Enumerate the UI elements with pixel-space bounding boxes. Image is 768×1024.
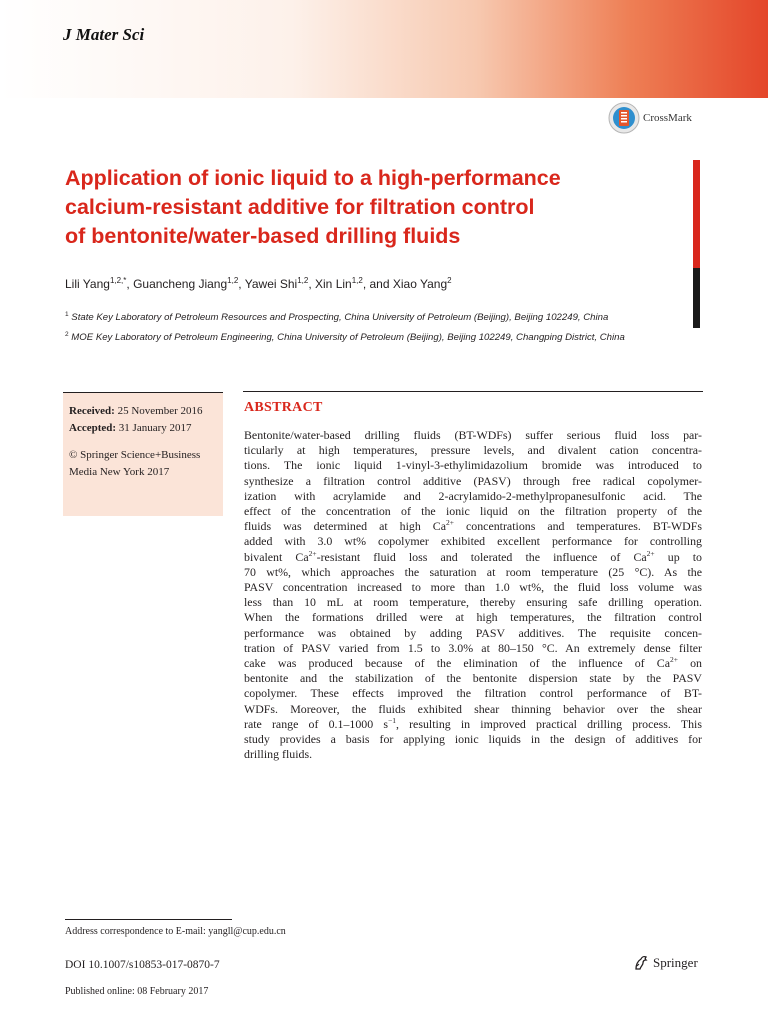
abstract-line: ticularly at high temperatures, pressure levels, and divalent cation concentra- bbox=[244, 443, 702, 458]
abstract-line: ization with acrylamide and 2-acrylamido-2-methylpropanesulfonic acid. The bbox=[244, 488, 702, 503]
abstract-line: tration of PASV varied from 1.5 to 3.0% at 80–150 °C. An extremely dense filter bbox=[244, 640, 702, 655]
journal-name: J Mater Sci bbox=[63, 25, 145, 44]
abstract-line: drilling fluids. bbox=[244, 747, 313, 762]
abstract-line: PASV concentration increased to more than 1.0 wt%, the fluid loss volume was bbox=[244, 580, 702, 595]
author-name[interactable]: Yawei Shi bbox=[244, 277, 298, 291]
abstract-line: 70 wt%, which approaches the saturation at room temperature (25 °C). As the bbox=[244, 564, 702, 579]
article-dates-box bbox=[63, 392, 223, 516]
author-name[interactable]: Xin Lin bbox=[315, 277, 352, 291]
abstract-line: WDFs. Moreover, the fluids exhibited shear thinning behavior over the shear bbox=[244, 701, 702, 716]
abstract-line: bivalent $Ca^{2+}$-resistant fluid loss and tolerated the influence of $Ca^{2+}$ up to bbox=[244, 548, 702, 564]
received-label: Received: bbox=[69, 405, 115, 417]
title-line: calcium-resistant additive for filtration control bbox=[65, 195, 535, 219]
article-title bbox=[65, 164, 665, 251]
abstract-line: When the formations drilled were at high temperatures, the filtration control bbox=[244, 610, 702, 625]
abstract-line: cake was produced because of the elimination of the influence of $Ca^{2+}$ on bbox=[244, 655, 702, 671]
affiliations bbox=[65, 306, 685, 346]
crossmark-icon bbox=[608, 102, 640, 134]
springer-horse-icon bbox=[632, 954, 650, 972]
abstract-body bbox=[244, 428, 702, 762]
affiliation-item: $^1$ State Key Laboratory of Petroleum Resources and Prospecting, China University of Petroleum (Beijing), Beijing 102249, China bbox=[65, 311, 609, 324]
title-line: Application of ionic liquid to a high-performance bbox=[65, 166, 561, 190]
abstract-line: study provides a basis for applying ionic liquids in the design of additives for bbox=[244, 732, 702, 747]
author-name[interactable]: Lili Yang bbox=[65, 277, 110, 291]
abstract-line: bentonite and the stabilization of the bentonite dispersion state by the PASV bbox=[244, 671, 702, 686]
crossmark-label: CrossMark bbox=[643, 112, 692, 124]
abstract-line: fluids was determined at high $Ca^{2+}$ concentrations and temperatures. BT-WDFs bbox=[244, 518, 703, 534]
accepted-date: 31 January 2017 bbox=[118, 422, 192, 434]
title-line: of bentonite/water-based drilling fluids bbox=[65, 224, 461, 248]
abstract-line: copolymer. These effects improved the filtration control performance of BT- bbox=[244, 686, 702, 701]
header-band bbox=[0, 0, 768, 98]
crossmark-badge[interactable] bbox=[608, 102, 692, 134]
abstract-line: less than 10 mL at room temperature, thereby ensuring safe drilling operation. bbox=[244, 595, 702, 610]
springer-label: Springer bbox=[653, 955, 698, 970]
author-list: Lili Yang$^{1,2,*}$, Guancheng Jiang$^{1,2}$, Yawei Shi$^{1,2}$, Xin Lin$^{1,2}$, and Xiao Yang$^2$ bbox=[65, 276, 452, 291]
affiliation-item: $^2$ MOE Key Laboratory of Petroleum Engineering, China University of Petroleum (Beijing), Beijing 102249, Changping District, China bbox=[65, 331, 625, 344]
copyright-notice: © Springer Science+Business Media New York 2017 bbox=[69, 449, 201, 478]
springer-logo[interactable] bbox=[632, 954, 698, 972]
correspondence-note: Address correspondence to E-mail: yangll@cup.edu.cn bbox=[65, 926, 286, 937]
side-accent-bar bbox=[693, 160, 700, 328]
abstract-line: added with 3.0 wt% copolymer exhibited excellent performance for controlling bbox=[244, 534, 702, 549]
accepted-label: Accepted: bbox=[69, 422, 117, 434]
abstract-line: rate range of 0.1–1000 $s^{-1}$, resulting in improved practical drilling process. This bbox=[244, 715, 702, 731]
abstract-line: effect of the concentration of the ionic liquid on the filtration property of the bbox=[244, 504, 702, 519]
published-date: Published online: 08 February 2017 bbox=[65, 986, 209, 997]
abstract-line: performance was obtained by adding PASV additives. The requisite concen- bbox=[244, 625, 702, 640]
received-date: 25 November 2016 bbox=[117, 405, 203, 417]
author-name[interactable]: Xiao Yang bbox=[392, 277, 448, 291]
abstract-heading: ABSTRACT bbox=[244, 400, 323, 415]
abstract-divider bbox=[243, 391, 703, 392]
footnote-divider bbox=[65, 919, 232, 920]
doi-link[interactable]: DOI 10.1007/s10853-017-0870-7 bbox=[65, 959, 220, 971]
author-name[interactable]: Guancheng Jiang bbox=[133, 277, 228, 291]
abstract-line: synthesize a filtration control additive (PASV) through free radical copolymer- bbox=[244, 473, 702, 488]
abstract-line: Bentonite/water-based drilling fluids (BT-WDFs) suffer serious fluid loss par- bbox=[244, 428, 702, 442]
abstract-line: tions. The ionic liquid 1-vinyl-3-ethylimidazolium bromide was introduced to bbox=[244, 458, 702, 473]
